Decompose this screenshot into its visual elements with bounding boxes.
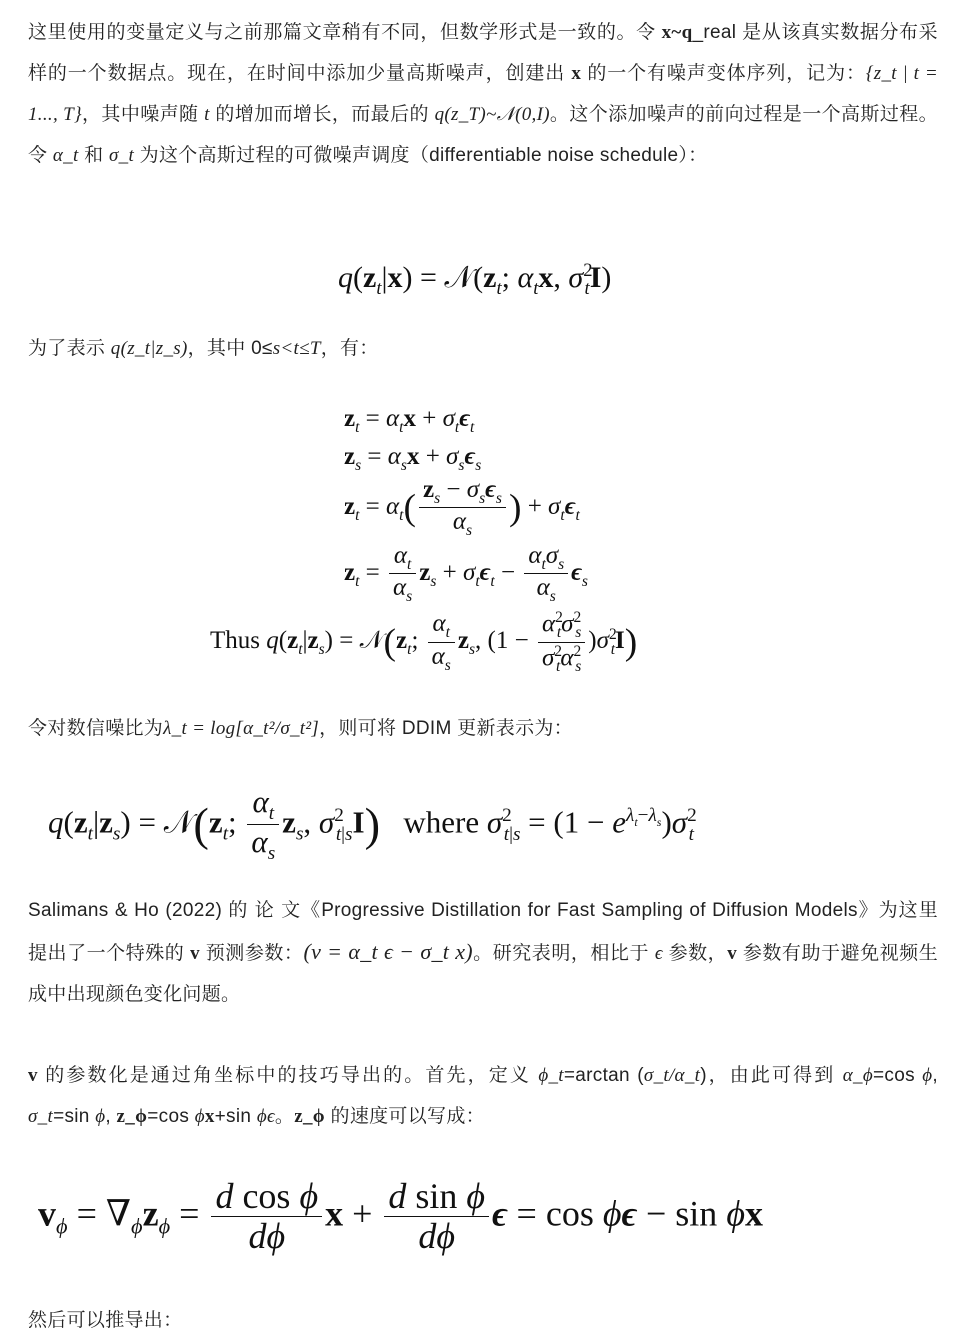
- text: 的一个有噪声变体序列，记为：: [581, 63, 866, 84]
- text: 然后可以推导出：: [28, 1310, 183, 1331]
- math-x: x: [204, 1106, 215, 1127]
- math-z-phi: z_ϕ: [294, 1106, 325, 1127]
- text: 为这个高斯过程的可微噪声调度（differentiable noise schedule）：: [134, 145, 708, 166]
- derivation-line-1: $z_t = \alpha_tx + \sigma_t\epsilon_t$: [344, 405, 475, 436]
- math-alpha-t: α_t: [52, 145, 79, 166]
- text: 。这个添加噪声的前向过程是一个高斯过程。令: [28, 104, 938, 166]
- text: )，由此可得到: [700, 1065, 843, 1086]
- math-x-q: x~q: [661, 22, 693, 43]
- equation-ddim-update: $q(z_t|z_s)$ = $𝒩(z_t$; $\frac{\alpha_t}{\alpha_s}$ $z_s$, $\sigma^2_{t|s}I$) where $\sigma^2_{t|s} = (1 - e^{\lambda_t-\lambda_s})\sigma^2_t$: [48, 784, 697, 865]
- text: ，其中噪声随: [81, 104, 205, 125]
- where-label: where: [403, 804, 480, 840]
- text: 和: [78, 145, 110, 166]
- derivation-line-2: $z_s = \alpha_sx + \sigma_s\epsilon_s$: [344, 443, 482, 474]
- text: ，有：: [320, 338, 379, 359]
- text: =cos: [873, 1065, 923, 1086]
- text: 参数有助于避免视频生成中出现颜色变化问题。: [28, 943, 938, 1005]
- conditional-intro: [28, 328, 938, 369]
- text: 。研究表明，相比于: [472, 943, 655, 964]
- text: 。: [274, 1106, 295, 1127]
- intro-paragraph: [28, 12, 938, 176]
- math-z-phi: z_ϕ: [116, 1106, 148, 1127]
- derivation-line-4: $z_t$ = $\frac{\alpha_t}{\alpha_s}$ $z_s + \sigma_t\epsilon_t$ − $\frac{\alpha_t\sigma_s}{\alpha_s}$ $\epsilon_s$: [344, 542, 588, 606]
- equation-derivation: [210, 405, 770, 690]
- math-alpha-phi: α_ϕ: [842, 1065, 873, 1086]
- math-phi-t: ϕ_t: [538, 1065, 564, 1086]
- math-s-t-range: s<t≤T: [272, 338, 321, 359]
- text: ，则可将 DDIM 更新表示为：: [319, 718, 573, 739]
- math-t: t: [204, 104, 210, 125]
- text: +sin: [214, 1106, 257, 1127]
- math-epsilon: ϵ: [654, 943, 663, 964]
- math-phi: ϕ: [95, 1106, 106, 1127]
- text: 预测参数：: [199, 943, 304, 964]
- text: 这里使用的变量定义与之前那篇文章稍有不同，但数学形式是一致的。令: [28, 22, 662, 43]
- math-sigma-t: σ_t: [28, 1106, 54, 1127]
- text: 为了表示: [28, 338, 111, 359]
- equation-forward-process: $q(z_t|x)$ = $𝒩(z_t$; $\alpha_tx$, $\sigma^2_tI$): [338, 260, 612, 299]
- text: 令对数信噪比为: [28, 718, 164, 739]
- equation-velocity: $v_\phi = \nabla_\phi z_\phi$ = $\frac{\text{d cos ϕ}}{d\phi}$ x + $\frac{\text{d sin ϕ}}{d\phi}$ ϵ = cos ϕϵ − sin ϕx: [38, 1176, 763, 1256]
- math-phi: ϕ: [194, 1106, 205, 1127]
- math-v: v: [727, 943, 738, 964]
- text: =arctan (: [563, 1065, 644, 1086]
- thus-label: Thus: [210, 627, 260, 655]
- math-phi-epsilon: ϕϵ: [256, 1106, 275, 1127]
- math-x: x: [571, 63, 582, 84]
- math-phi: ϕ: [922, 1065, 933, 1086]
- math-q-zt-zs: q(z_t|z_s): [110, 338, 188, 359]
- text: 的参数化是通过角坐标中的技巧导出的。首先，定义: [37, 1065, 539, 1086]
- angular-param-paragraph: [28, 1055, 938, 1137]
- text: =cos: [147, 1106, 195, 1127]
- derivation-line-3: $z_t = \alpha_t$( $\frac{z_s - \sigma_s\epsilon_s}{\alpha_s}$ ) + $\sigma_t\epsilon_t$: [344, 476, 580, 540]
- math-z-sequence: {z_t | t = 1..., T}: [28, 63, 938, 125]
- text: =sin: [53, 1106, 96, 1127]
- log-snr-paragraph: [28, 708, 938, 749]
- text: ，其中 0≤: [187, 338, 273, 359]
- derivation-line-5: Thus $q(z_t|z_s)$ = $𝒩(z_t$; $\frac{\alpha_t}{\alpha_s}$ $z_s$, (1 − $\frac{\alpha^2_t\sigma^2_s}{\sigma^2_t\alpha^2_s}$ )$\sigma^2_tI$): [210, 609, 638, 675]
- derive-intro: [28, 1300, 938, 1341]
- text: ,: [932, 1065, 938, 1086]
- math-v-definition: (v = α_t ϵ − σ_t x): [303, 939, 473, 964]
- text: ,: [105, 1106, 117, 1127]
- text: 的增加而增长，而最后的: [209, 104, 435, 125]
- text: Salimans & Ho (2022) 的 论 文《Progressive Distillation for Fast Sampling of Diffusion Models》为这里提出了一个特殊的: [28, 900, 938, 964]
- math-sigma-t: σ_t: [109, 145, 135, 166]
- math-q-zT: q(z_T)~𝒩(0,I): [434, 104, 550, 125]
- text: 参数，: [662, 943, 728, 964]
- v-prediction-paragraph: [28, 890, 938, 1015]
- math-lambda-t: λ_t = log[α_t²/σ_t²]: [163, 718, 320, 739]
- text: 的速度可以写成：: [324, 1106, 485, 1127]
- math-sigma-over-alpha: σ_t/α_t: [643, 1065, 701, 1086]
- text: _real 是从该真实数据分布采样的一个数据点。现在，在时间中添加少量高斯噪声，创建出: [28, 22, 938, 84]
- math-v: v: [190, 943, 200, 964]
- math-v: v: [28, 1065, 38, 1086]
